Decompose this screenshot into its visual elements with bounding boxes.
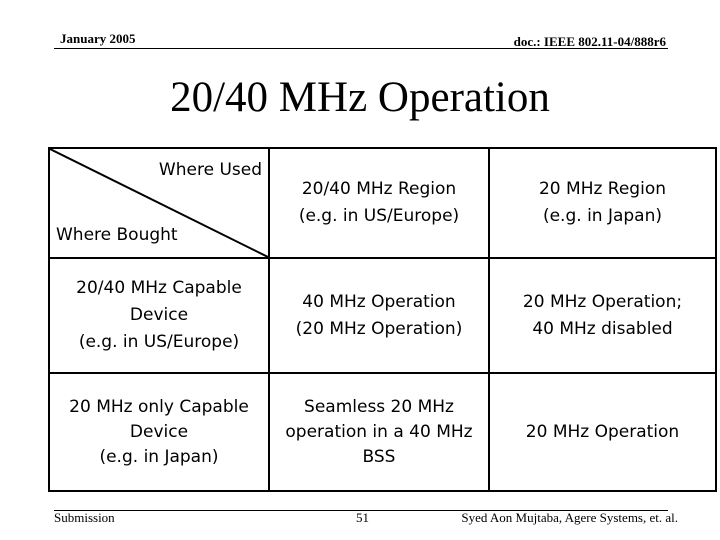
footer-submission: Submission bbox=[54, 510, 115, 525]
col-header-20-region: 20 MHz Region (e.g. in Japan) bbox=[489, 148, 716, 258]
operation-table bbox=[48, 147, 717, 492]
table-cell: 20 MHz Operation bbox=[489, 373, 716, 491]
row-header-20-only-device: 20 MHz only Capable Device (e.g. in Japan) bbox=[49, 373, 269, 491]
table-header-row bbox=[49, 148, 716, 258]
footer-page-number: 51 bbox=[356, 510, 369, 525]
col-header-20-40-region: 20/40 MHz Region (e.g. in US/Europe) bbox=[269, 148, 489, 258]
header-doc-id: doc.: IEEE 802.11-04/888r6 bbox=[513, 34, 666, 49]
corner-cell bbox=[49, 148, 269, 258]
table-row bbox=[49, 258, 716, 373]
table-cell: Seamless 20 MHz operation in a 40 MHz BSS bbox=[269, 373, 489, 491]
table-row bbox=[49, 373, 716, 491]
header-rule bbox=[54, 48, 668, 49]
table-cell: 40 MHz Operation (20 MHz Operation) bbox=[269, 258, 489, 373]
table-cell: 20 MHz Operation; 40 MHz disabled bbox=[489, 258, 716, 373]
footer-authors: Syed Aon Mujtaba, Agere Systems, et. al. bbox=[461, 510, 678, 525]
header-date: January 2005 bbox=[60, 31, 136, 46]
slide-title: 20/40 MHz Operation bbox=[170, 74, 550, 121]
row-header-20-40-device: 20/40 MHz Capable Device (e.g. in US/Europe) bbox=[49, 258, 269, 373]
corner-where-used-label: Where Used bbox=[158, 160, 262, 180]
corner-where-bought-label: Where Bought bbox=[56, 225, 178, 245]
